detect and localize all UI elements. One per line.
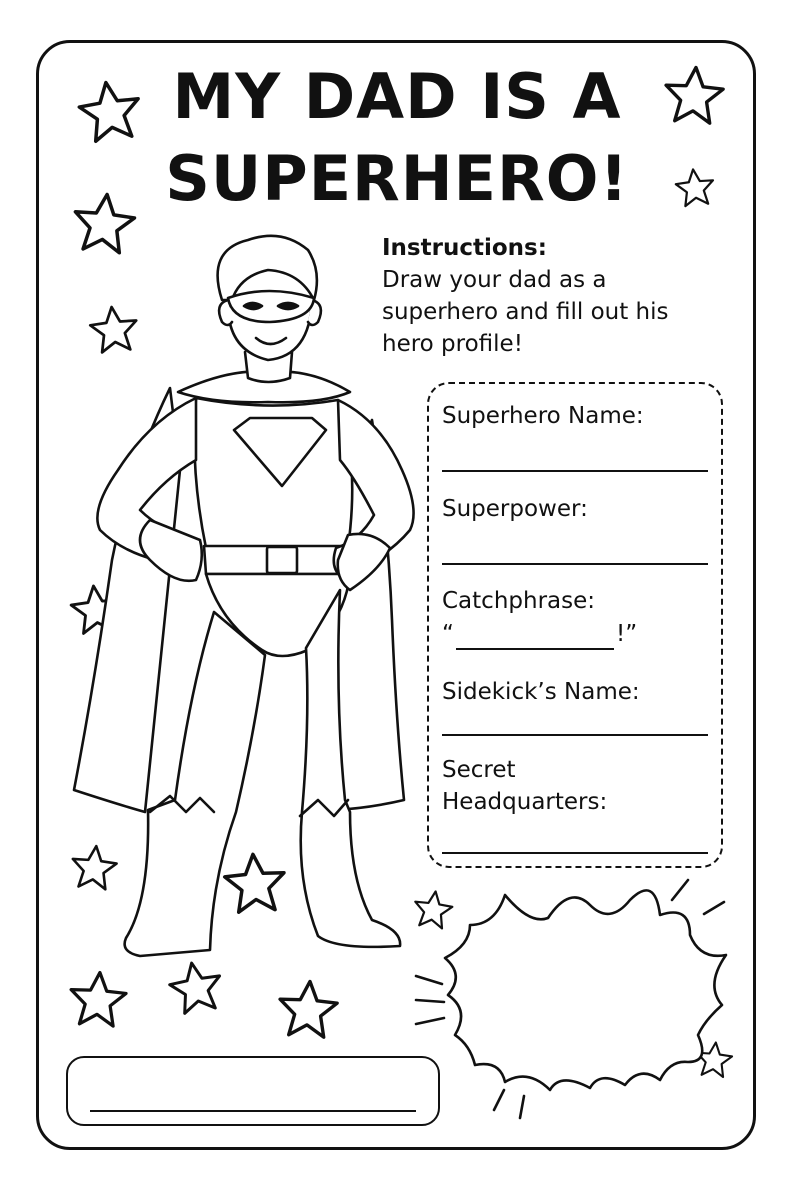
star-icon <box>167 959 225 1015</box>
star-icon <box>70 844 118 890</box>
catchphrase-open-quote: “ <box>442 621 454 647</box>
star-icon <box>278 979 339 1037</box>
page-title-line1: MY DAD IS A <box>172 60 622 133</box>
star-icon <box>223 852 286 913</box>
superhero-name-label: Superhero Name: <box>442 403 644 429</box>
star-icon <box>412 889 454 930</box>
sidekick-label: Sidekick’s Name: <box>442 679 640 705</box>
star-icon <box>76 78 143 142</box>
hq-label-line1: Secret <box>442 757 516 783</box>
catchphrase-label: Catchphrase: <box>442 588 596 614</box>
catchphrase-close-quote: !” <box>616 621 638 647</box>
page-title-line2: SUPERHERO! <box>165 142 629 215</box>
star-icon <box>69 971 128 1027</box>
hq-label-line2: Headquarters: <box>442 789 608 815</box>
star-icon <box>664 65 725 123</box>
star-icon <box>674 167 715 206</box>
star-icon <box>72 191 137 254</box>
instructions-line1: Draw your dad as a <box>382 267 607 293</box>
speech-burst-icon <box>416 880 726 1118</box>
instructions-heading: Instructions: <box>382 235 547 261</box>
star-icon <box>89 305 140 354</box>
instructions-line3: hero profile! <box>382 331 523 357</box>
instructions-line2: superhero and fill out his <box>382 299 669 325</box>
superpower-label: Superpower: <box>442 496 588 522</box>
